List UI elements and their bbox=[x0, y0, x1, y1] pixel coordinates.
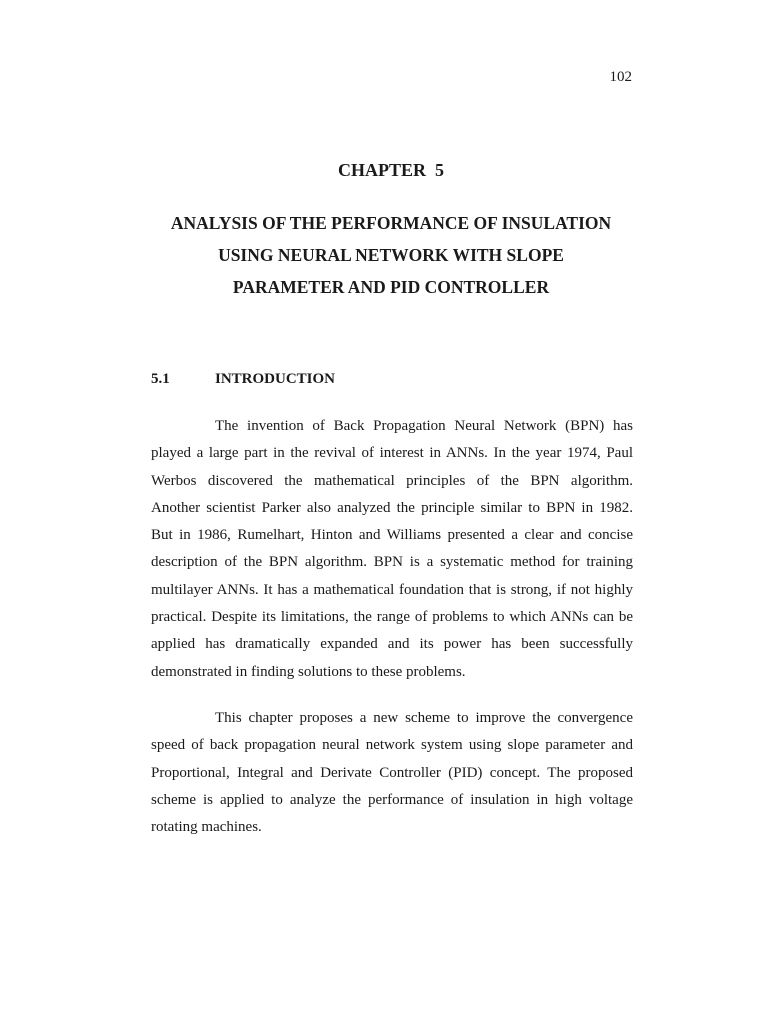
paragraph-line: played a large part in the revival of interest in ANNs. In the year 1974, Paul bbox=[151, 445, 633, 462]
paragraph-line: scheme is applied to analyze the performance of insulation in high voltage bbox=[151, 791, 633, 808]
paragraph-line: multilayer ANNs. It has a mathematical foundation that is strong, if not highly bbox=[151, 581, 633, 598]
chapter-title-line: PARAMETER AND PID CONTROLLER bbox=[232, 277, 550, 297]
paragraph-line: Werbos discovered the mathematical principles of the BPN algorithm. bbox=[151, 472, 633, 489]
page-number: 102 bbox=[609, 69, 632, 85]
paragraph-line: Proportional, Integral and Derivate Controller (PID) concept. The proposed bbox=[151, 764, 633, 781]
paragraph-line: This chapter proposes a new scheme to improve the convergence bbox=[215, 710, 633, 726]
paragraph-line: speed of back propagation neural network system using slope parameter and bbox=[151, 737, 633, 754]
chapter-label: CHAPTER 5 bbox=[337, 160, 444, 180]
paragraph-line: rotating machines. bbox=[151, 819, 262, 836]
paragraph-line: demonstrated in finding solutions to these problems. bbox=[151, 663, 466, 680]
paragraph-line: The invention of Back Propagation Neural Network (BPN) has bbox=[215, 418, 633, 434]
chapter-title-line: ANALYSIS OF THE PERFORMANCE OF INSULATION bbox=[170, 213, 612, 233]
paragraph-line: description of the BPN algorithm. BPN is a systematic method for training bbox=[151, 554, 633, 571]
section-number: 5.1 bbox=[151, 371, 170, 387]
paragraph-line: Another scientist Parker also analyzed the principle similar to BPN in 1982. bbox=[151, 499, 633, 516]
paragraph-line: applied has dramatically expanded and its power has been successfully bbox=[151, 636, 633, 653]
chapter-title-line: USING NEURAL NETWORK WITH SLOPE bbox=[218, 245, 564, 265]
chapter-title bbox=[150, 207, 632, 303]
section-title: INTRODUCTION bbox=[215, 371, 336, 387]
paragraph-line: practical. Despite its limitations, the range of problems to which ANNs can be bbox=[151, 609, 633, 626]
paragraph-1 bbox=[151, 413, 633, 686]
paragraph-2 bbox=[151, 705, 633, 841]
paragraph-line: But in 1986, Rumelhart, Hinton and Williams presented a clear and concise bbox=[151, 527, 633, 544]
